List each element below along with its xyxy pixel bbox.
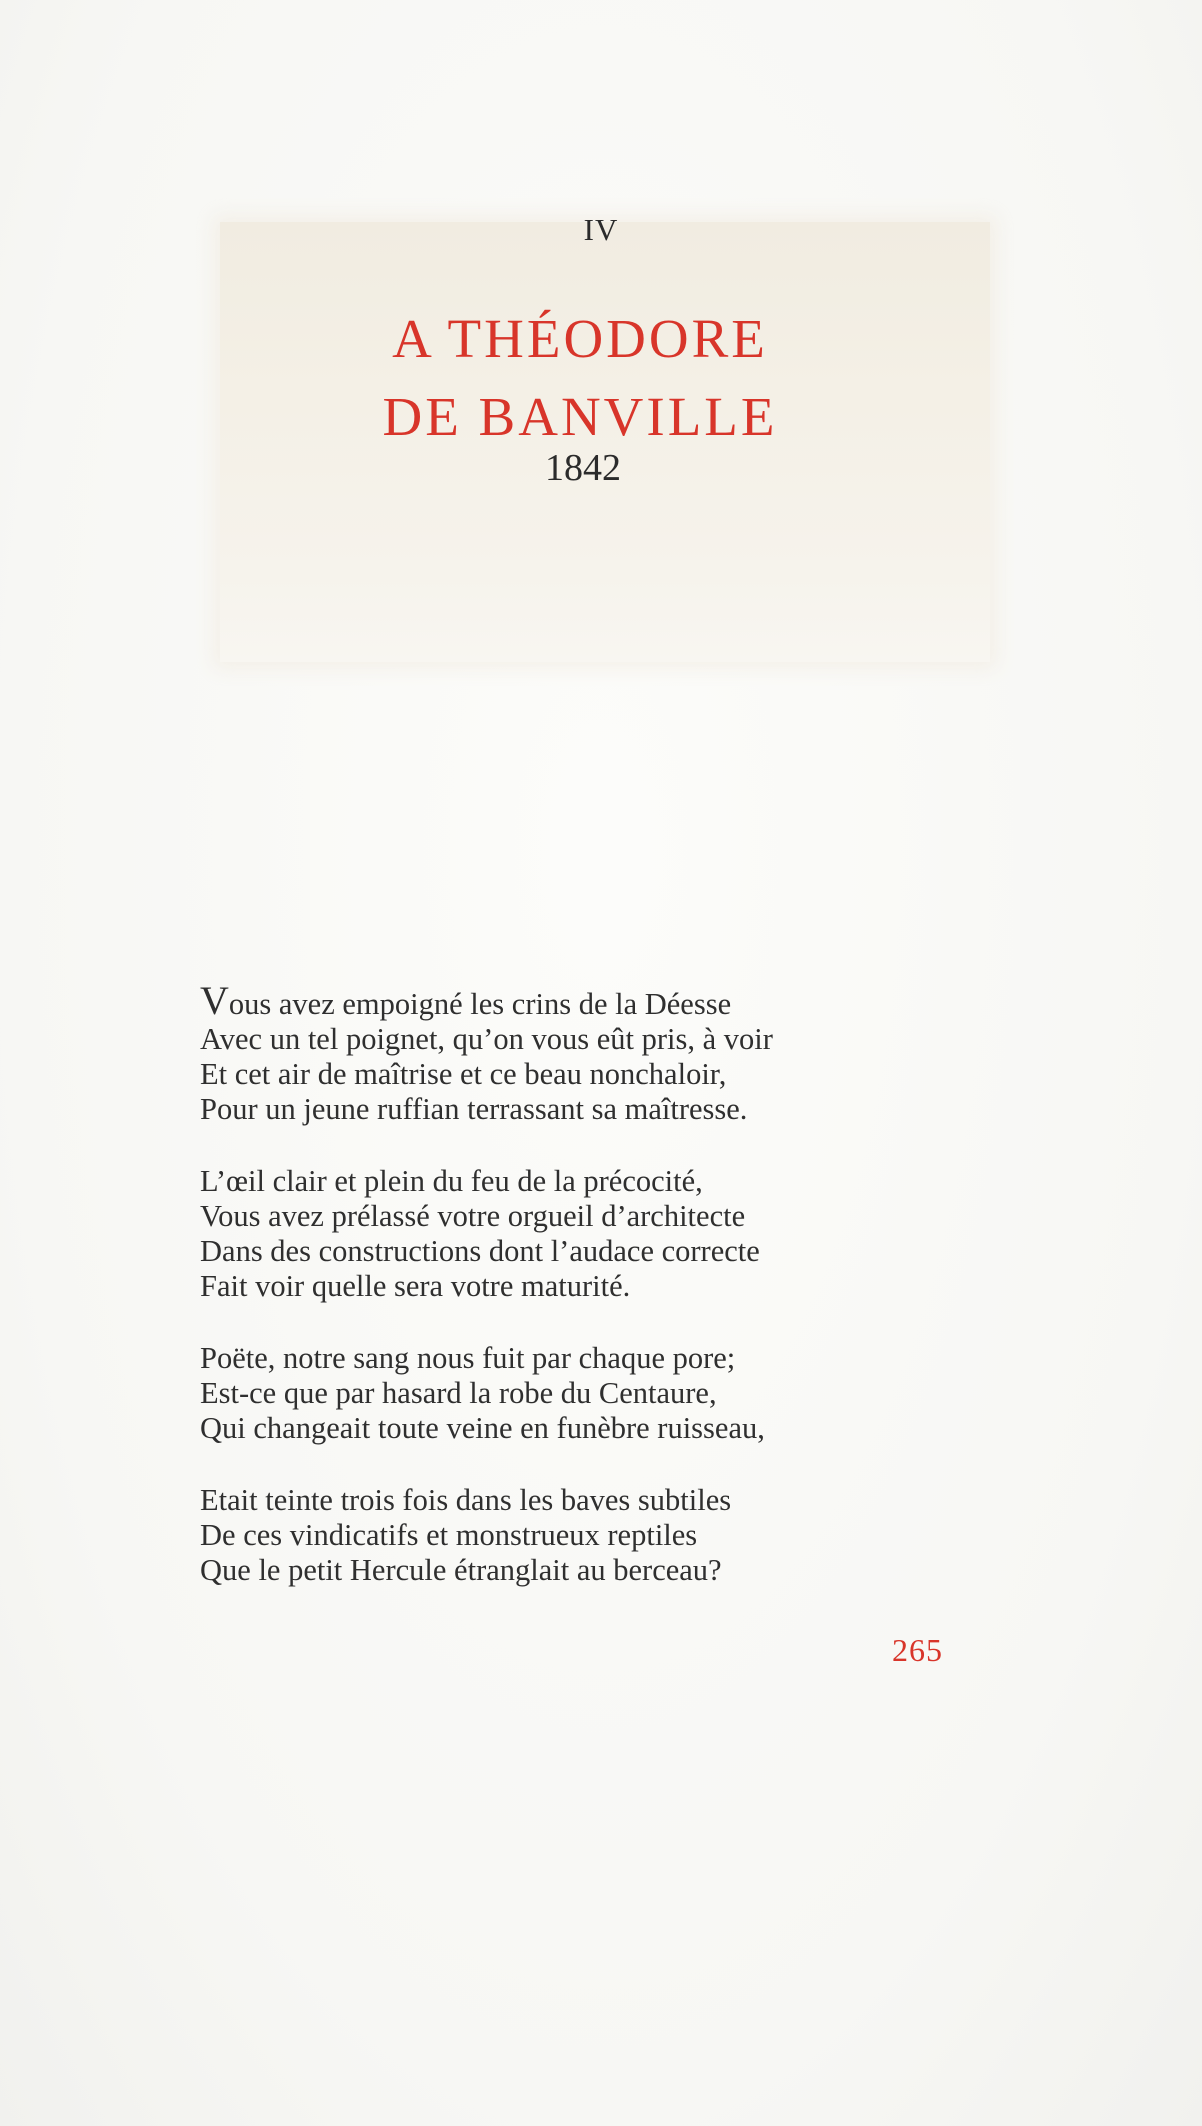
verse-line: Est-ce que par hasard la robe du Centaure, — [200, 1376, 717, 1410]
page-number: 265 — [892, 1632, 943, 1668]
stanza-2 — [200, 1164, 1020, 1304]
verse-line: Avec un tel poignet, qu’on vous eût pris, à voir — [200, 1022, 773, 1056]
verse-line: Vous avez prélassé votre orgueil d’architecte — [200, 1199, 746, 1233]
verse-line: Que le petit Hercule étranglait au berceau? — [200, 1553, 722, 1587]
drop-cap: V — [200, 978, 229, 1023]
verse-line: L’œil clair et plein du feu de la précocité, — [200, 1164, 703, 1198]
poem-body — [200, 978, 1020, 1625]
verse-line: Etait teinte trois fois dans les baves subtiles — [200, 1483, 732, 1517]
poem-title — [0, 300, 1160, 456]
title-line-2: DE BANVILLE — [382, 386, 778, 447]
verse-line-text: ous avez empoigné les crins de la Déesse — [228, 987, 732, 1021]
stanza-3 — [200, 1341, 1020, 1446]
verse-line: Fait voir quelle sera votre maturité. — [200, 1269, 631, 1303]
stanza-1 — [200, 978, 1020, 1127]
stanza-4 — [200, 1483, 1020, 1588]
verse-line — [200, 978, 1020, 1023]
title-line-1: A THÉODORE — [392, 308, 768, 369]
verse-line: Qui changeait toute veine en funèbre ruisseau, — [200, 1411, 765, 1445]
section-numeral: IV — [583, 212, 619, 247]
verse-line: De ces vindicatifs et monstrueux reptiles — [200, 1518, 698, 1552]
poem-year: 1842 — [545, 447, 621, 489]
verse-line: Dans des constructions dont l’audace correcte — [200, 1234, 760, 1268]
verse-line: Pour un jeune ruffian terrassant sa maîtresse. — [200, 1092, 748, 1126]
verse-line: Poëte, notre sang nous fuit par chaque pore; — [200, 1341, 736, 1375]
verse-line: Et cet air de maîtrise et ce beau nonchaloir, — [200, 1057, 727, 1091]
